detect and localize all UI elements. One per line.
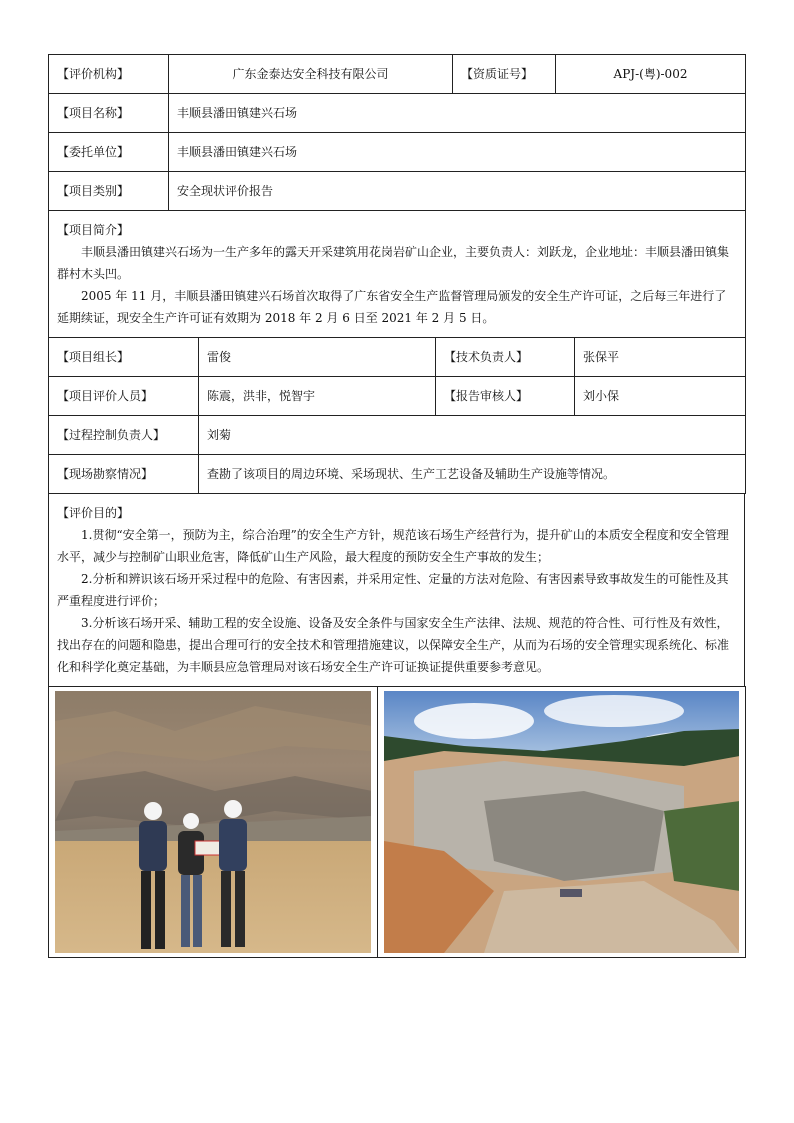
process-row xyxy=(49,416,746,455)
project-type-value: 安全现状评价报告 xyxy=(169,172,746,211)
project-type-row xyxy=(49,172,746,211)
photo-table xyxy=(48,686,746,958)
site-label: 【现场勘察情况】 xyxy=(49,455,199,494)
project-name-value: 丰顺县潘田镇建兴石场 xyxy=(169,94,746,133)
org-row xyxy=(49,55,746,94)
photo-cell-left xyxy=(49,687,378,958)
purpose-paragraph-3: 3.分析该石场开采、辅助工程的安全设施、设备及安全条件与国家安全生产法律、法规、规范的符合性、可行性及有效性，找出存在的问题和隐患，提出合理可行的安全技术和管理措施建议，以保障安全生产，从而为石场的安全管理实现系统化、标准化和科学化奠定基础，为丰顺县应急管理局对该石场安全生产许可证换证提供重要参考意见。 xyxy=(57,616,730,674)
project-table xyxy=(48,93,746,338)
leader-row xyxy=(49,338,746,377)
intro-block xyxy=(49,211,746,338)
process-label: 【过程控制负责人】 xyxy=(49,416,199,455)
intro-paragraph-2: 2005 年 11 月，丰顺县潘田镇建兴石场首次取得了广东省安全生产监督管理局颁发的安全生产许可证，之后每三年进行了延期续证，现安全生产许可证有效期为 2018 年 2 月 6 日至 2021 年 2 月 5 日。 xyxy=(57,289,727,325)
intro-row xyxy=(49,211,746,338)
project-type-label: 【项目类别】 xyxy=(49,172,169,211)
process-value: 刘菊 xyxy=(199,416,746,455)
members-row xyxy=(49,377,746,416)
purpose-paragraph-2: 2.分析和辨识该石场开采过程中的危险、有害因素，并采用定性、定量的方法对危险、有害因素导致事故发生的可能性及其严重程度进行评价； xyxy=(57,572,729,608)
client-row xyxy=(49,133,746,172)
members-label: 【项目评价人员】 xyxy=(49,377,199,416)
purpose-title: 【评价目的】 xyxy=(57,506,130,520)
site-row xyxy=(49,455,746,494)
cert-label: 【资质证号】 xyxy=(453,55,556,94)
report-sheet xyxy=(48,54,745,958)
client-label: 【委托单位】 xyxy=(49,133,169,172)
client-value: 丰顺县潘田镇建兴石场 xyxy=(169,133,746,172)
reviewer-value: 刘小保 xyxy=(575,377,746,416)
purpose-block xyxy=(49,494,745,687)
leader-value: 雷俊 xyxy=(199,338,436,377)
org-label: 【评价机构】 xyxy=(49,55,169,94)
leader-label: 【项目组长】 xyxy=(49,338,199,377)
members-value: 陈震，洪非，悦智宇 xyxy=(199,377,436,416)
quarry-photo xyxy=(384,691,739,953)
project-name-row xyxy=(49,94,746,133)
photo-cell-right xyxy=(378,687,746,958)
header-table xyxy=(48,54,746,94)
intro-paragraph-1: 丰顺县潘田镇建兴石场为一生产多年的露天开采建筑用花岗岩矿山企业，主要负责人：刘跃龙，企业地址：丰顺县潘田镇集群村木头凹。 xyxy=(57,245,730,281)
cert-value: APJ-(粤)-002 xyxy=(556,55,746,94)
team-table xyxy=(48,337,746,494)
tech-value: 张保平 xyxy=(575,338,746,377)
purpose-paragraph-1: 1.贯彻“安全第一，预防为主，综合治理”的安全生产方针，规范该石场生产经营行为，提升矿山的本质安全程度和安全管理水平，减少与控制矿山职业危害，降低矿山生产风险，最大程度的预防安全生产事故的发生； xyxy=(57,528,729,564)
project-name-label: 【项目名称】 xyxy=(49,94,169,133)
intro-title: 【项目简介】 xyxy=(57,223,130,237)
purpose-row xyxy=(49,494,745,687)
purpose-table xyxy=(48,493,745,687)
tech-label: 【技术负责人】 xyxy=(436,338,575,377)
photo-row xyxy=(49,687,746,958)
site-team-photo xyxy=(55,691,371,953)
site-value: 查勘了该项目的周边环境、采场现状、生产工艺设备及辅助生产设施等情况。 xyxy=(199,455,746,494)
reviewer-label: 【报告审核人】 xyxy=(436,377,575,416)
org-value: 广东金泰达安全科技有限公司 xyxy=(169,55,453,94)
